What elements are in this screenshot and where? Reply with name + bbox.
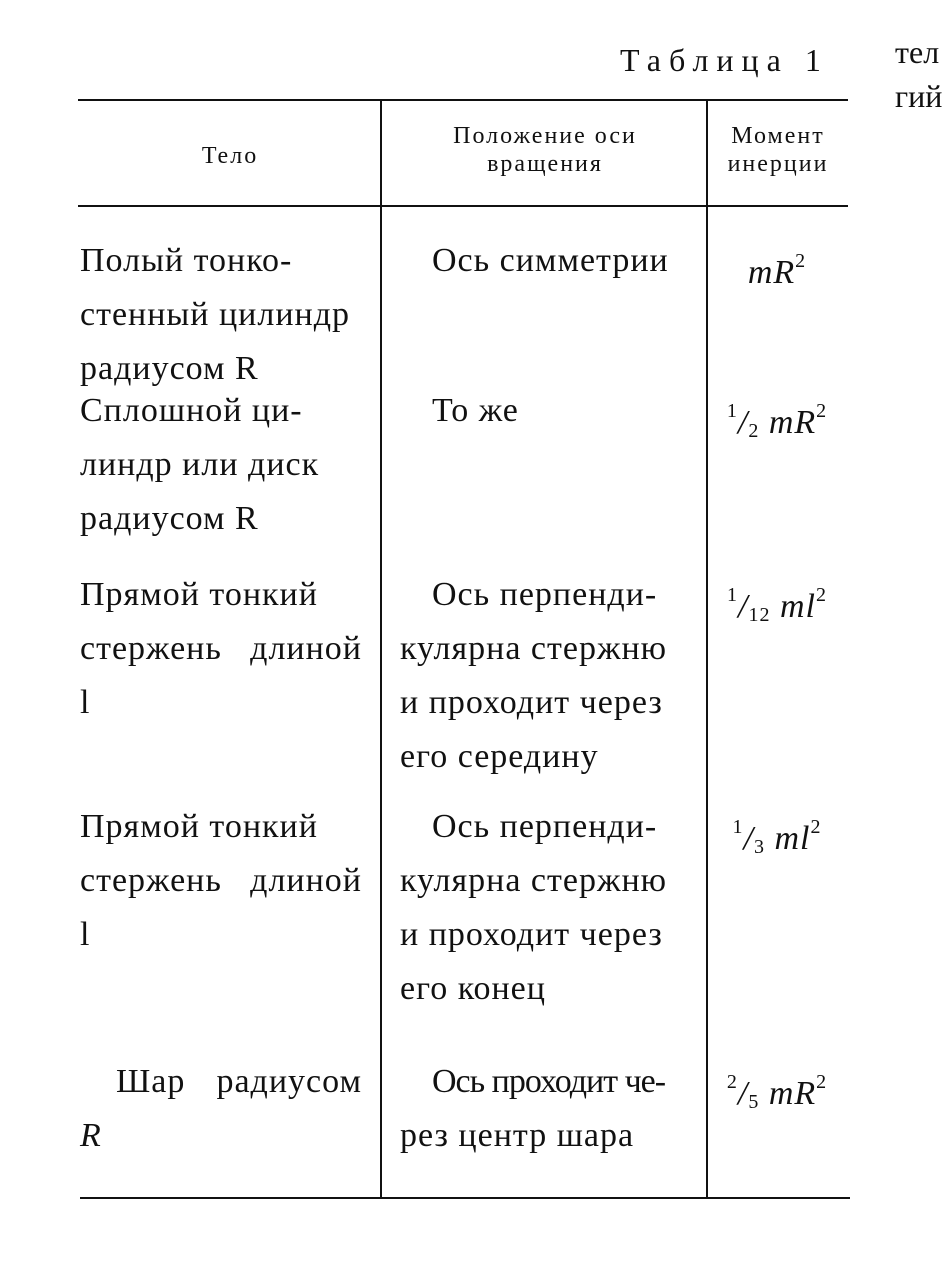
row-2-moment-num: 1	[726, 400, 738, 422]
row-5-axis-line: Ось проходит че-	[432, 1063, 666, 1100]
header-moment	[708, 122, 848, 178]
clipped-text-line-1: тел	[895, 34, 940, 70]
row-4-moment-expr: ml	[774, 820, 811, 857]
row-2-axis-line: То же	[432, 392, 519, 429]
row-5-body	[80, 1055, 362, 1163]
row-3-body-line: стержень длиной l	[80, 630, 362, 721]
row-2-moment-expr: mR	[768, 404, 817, 441]
row-1-moment-expr: mR	[747, 254, 796, 291]
clipped-text-line-2: гий	[895, 78, 943, 114]
row-4-body-line: Прямой тонкий	[80, 808, 318, 845]
row-3-axis-line: Ось перпенди-	[432, 576, 658, 613]
row-3-moment-expr: ml	[779, 588, 816, 625]
row-5-axis	[400, 1055, 690, 1163]
row-2-body-line: радиусом R	[80, 500, 259, 537]
row-2-moment: $^1/_2$ $mR^2$	[726, 400, 828, 442]
row-2-body	[80, 384, 362, 546]
row-3-body-line: Прямой тонкий	[80, 576, 318, 613]
row-4-axis-line: кулярна стержню	[400, 862, 668, 899]
column-divider-2	[706, 99, 708, 1199]
row-3-moment-den: 12	[748, 604, 771, 626]
row-1-axis	[400, 234, 690, 288]
row-1-body-line: радиусом R	[80, 350, 259, 387]
row-4-axis-line: и проходит через	[400, 916, 663, 953]
header-moment-text: Момент инерции	[727, 123, 829, 177]
row-5-moment: $^2/_5$ $mR^2$	[726, 1071, 828, 1113]
table-bottom-rule	[80, 1197, 850, 1199]
header-axis	[384, 122, 706, 178]
row-5-axis-line: рез центр шара	[400, 1117, 635, 1154]
row-5-moment-power: 2	[816, 1071, 828, 1093]
table-top-rule	[78, 99, 848, 101]
row-3-axis-line: кулярна стержню	[400, 630, 668, 667]
row-2-moment-den: 2	[748, 420, 760, 442]
row-4-moment-power: 2	[810, 816, 822, 838]
row-2-axis	[400, 384, 690, 438]
row-2-body-line: линдр или диск	[80, 446, 320, 483]
row-3-moment-power: 2	[815, 584, 827, 606]
row-5-body-line: Шар радиусом	[116, 1063, 362, 1100]
header-body: Тело	[201, 143, 259, 169]
row-3-axis-line: его середину	[400, 738, 599, 775]
row-1-moment	[712, 234, 842, 300]
row-3-axis	[400, 568, 690, 784]
row-5-body-line: R	[80, 1117, 102, 1154]
row-4-moment: $^1/_3$ $ml^2$	[732, 816, 822, 858]
row-4-body-line: стержень длиной l	[80, 862, 362, 953]
row-1-body	[80, 234, 362, 396]
row-4-moment-num: 1	[732, 816, 744, 838]
row-4-axis-line: Ось перпенди-	[432, 808, 658, 845]
row-3-axis-line: и проходит через	[400, 684, 663, 721]
table-caption: Таблица 1	[620, 42, 829, 78]
header-axis-text: Положение оси вращения	[453, 123, 637, 177]
row-4-body	[80, 800, 362, 962]
row-1-axis-line: Ось симметрии	[432, 242, 669, 279]
column-divider-1	[380, 99, 382, 1199]
row-3-body	[80, 568, 362, 730]
row-2-moment-power: 2	[816, 400, 828, 422]
row-3-moment-num: 1	[727, 584, 739, 606]
row-5-moment-num: 2	[726, 1071, 738, 1093]
row-4-moment-den: 3	[753, 836, 765, 858]
row-5-moment-den: 5	[748, 1091, 760, 1113]
row-4-axis	[400, 800, 690, 1016]
row-2-body-line: Сплошной ци-	[80, 392, 303, 429]
row-1-body-line: стенный цилиндр	[80, 296, 351, 333]
row-3-moment: $^1/_{12}$ $ml^2$	[727, 584, 827, 626]
clipped-margin-text	[895, 30, 945, 118]
header-bottom-rule	[78, 205, 848, 207]
row-5-moment-expr: mR	[768, 1075, 817, 1112]
row-1-body-line: Полый тонко-	[80, 242, 293, 279]
row-1-moment-power: 2	[795, 250, 807, 272]
row-4-axis-line: его конец	[400, 970, 546, 1007]
